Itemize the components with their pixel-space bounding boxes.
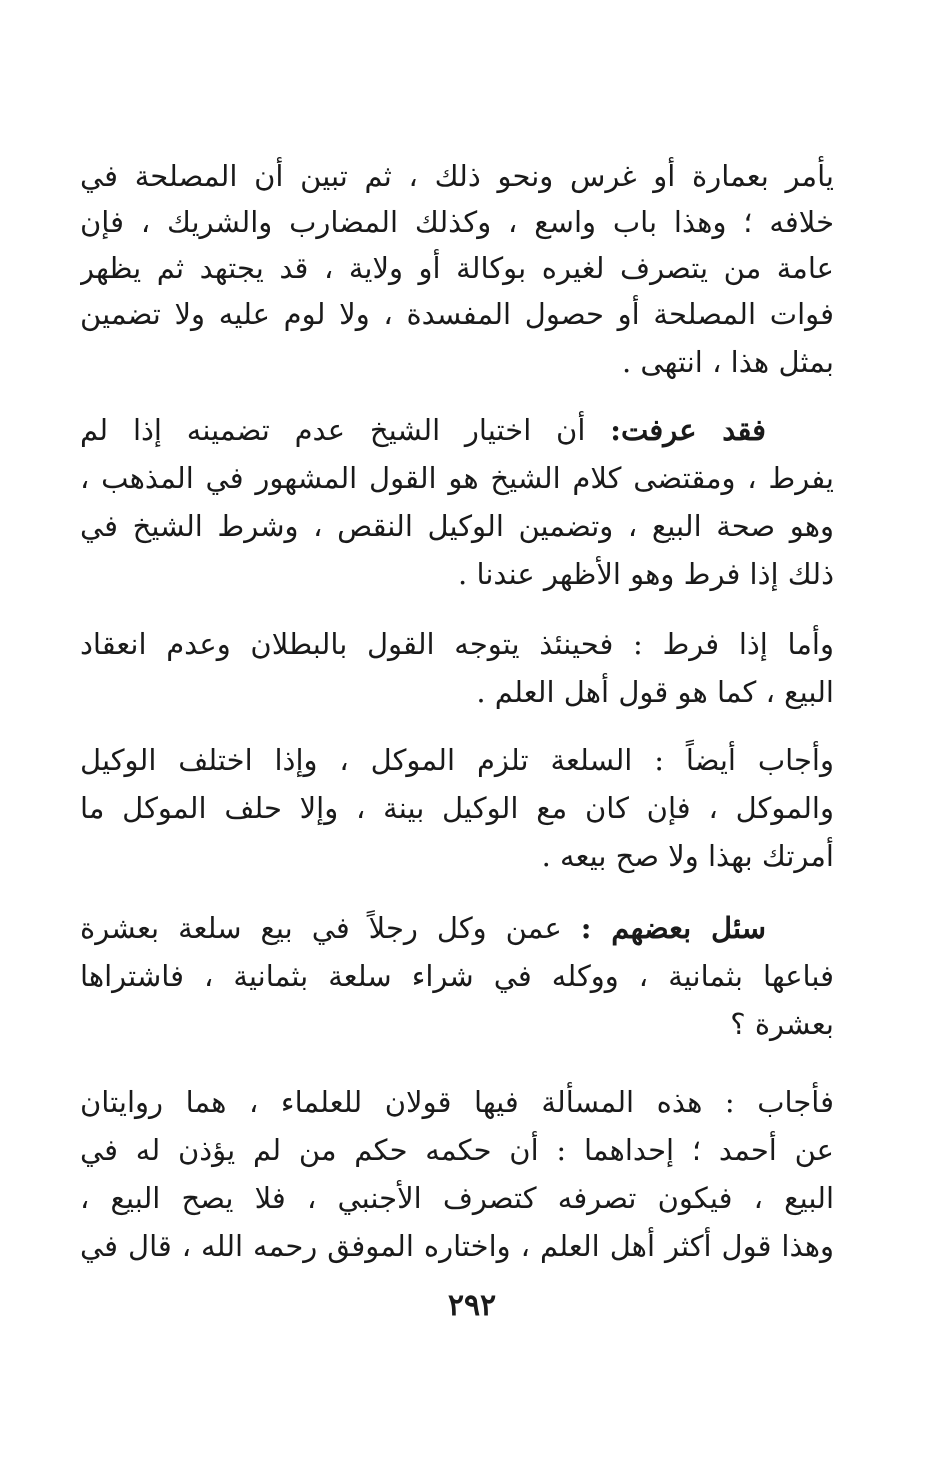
text-line: والموكل ، فإن كان مع الوكيل بينة ، وإلا حلف الموكل ما bbox=[80, 791, 834, 825]
text-fragment: أن اختيار الشيخ عدم تضمينه إذا لم bbox=[80, 413, 586, 447]
text-line bbox=[80, 404, 834, 456]
text-line: وهو صحة البيع ، وتضمين الوكيل النقص ، وشرط الشيخ في bbox=[80, 509, 834, 543]
paragraph-lead: فقد عرفت: bbox=[610, 413, 767, 447]
text-line: ذلك إذا فرط وهو الأظهر عندنا . bbox=[458, 557, 834, 591]
text-line: عامة من يتصرف لغيره بوكالة أو ولاية ، قد يجتهد ثم يظهر bbox=[80, 251, 834, 285]
text-line: فأجاب : هذه المسألة فيها قولان للعلماء ، هما روايتان bbox=[80, 1085, 834, 1119]
text-line: بعشرة ؟ bbox=[730, 1007, 834, 1041]
text-line: وهذا قول أكثر أهل العلم ، واختاره الموفق رحمه الله ، قال في bbox=[80, 1229, 834, 1263]
text-line: البيع ، فيكون تصرفه كتصرف الأجنبي ، فلا يصح البيع ، bbox=[80, 1181, 834, 1215]
text-line: وأما إذا فرط : فحينئذ يتوجه القول بالبطلان وعدم انعقاد bbox=[80, 627, 834, 661]
text-line bbox=[80, 902, 834, 954]
text-line: عن أحمد ؛ إحداهما : أن حكمه حكم من لم يؤذن له في bbox=[80, 1133, 834, 1167]
text-line: بمثل هذا ، انتهى . bbox=[622, 345, 834, 379]
text-fragment: عمن وكل رجلاً في بيع سلعة بعشرة bbox=[80, 911, 562, 945]
text-line: يأمر بعمارة أو غرس ونحو ذلك ، ثم تبين أن المصلحة في bbox=[80, 159, 834, 193]
text-line: أمرتك بهذا ولا صح بيعه . bbox=[541, 839, 834, 873]
page-number: ٢٩٢ bbox=[447, 1288, 497, 1323]
text-line: وأجاب أيضاً : السلعة تلزم الموكل ، وإذا اختلف الوكيل bbox=[80, 743, 834, 777]
paragraph-lead: سئل بعضهم : bbox=[580, 911, 767, 945]
text-line: فباعها بثمانية ، ووكله في شراء سلعة بثمانية ، فاشتراها bbox=[80, 959, 834, 993]
text-line: فوات المصلحة أو حصول المفسدة ، ولا لوم عليه ولا تضمين bbox=[80, 297, 834, 331]
text-line: البيع ، كما هو قول أهل العلم . bbox=[476, 675, 834, 709]
text-line: خلافه ؛ وهذا باب واسع ، وكذلك المضارب والشريك ، فإن bbox=[80, 205, 834, 239]
text-line: يفرط ، ومقتضى كلام الشيخ هو القول المشهور في المذهب ، bbox=[80, 461, 834, 495]
